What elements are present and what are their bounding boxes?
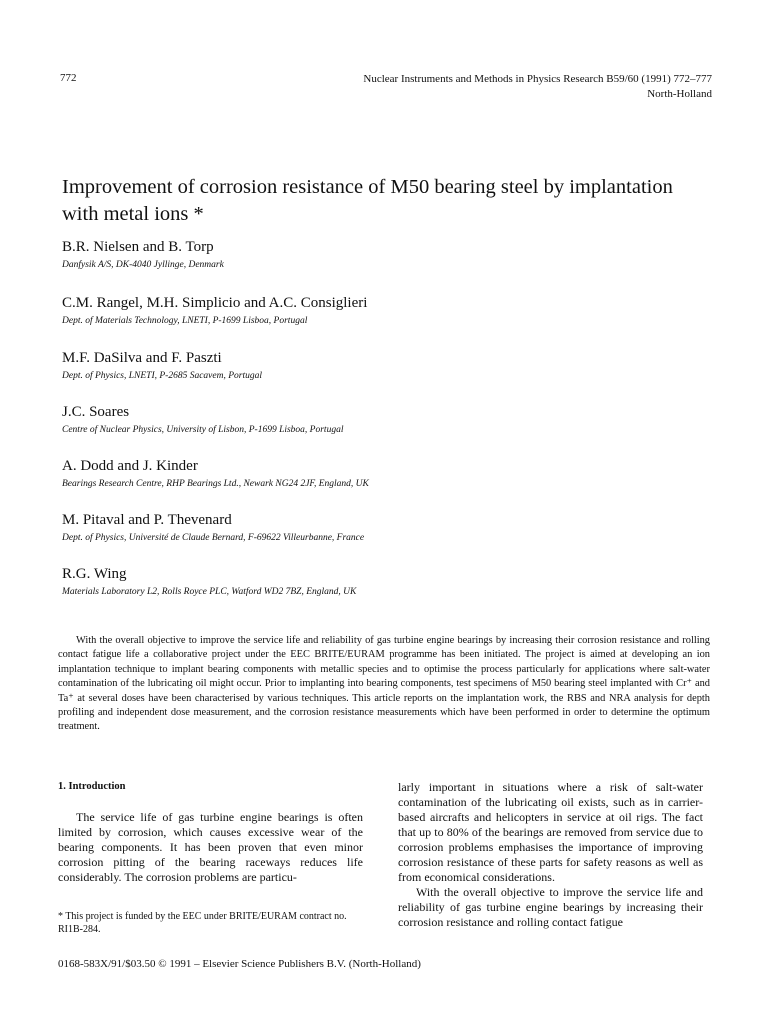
author-names: M. Pitaval and P. Thevenard: [62, 512, 232, 528]
article-title: Improvement of corrosion resistance of M50 bearing steel by implantation with metal ions *: [62, 176, 673, 225]
publisher-line: North-Holland: [647, 88, 712, 100]
copyright-line: 0168-583X/91/$03.50 © 1991 – Elsevier Science Publishers B.V. (North-Holland): [58, 958, 421, 970]
body-paragraph: With the overall objective to improve the service life and reliability of gas turbine engine bearings by increasing their corrosion resistance and rolling contact fatigue: [398, 885, 703, 929]
author-group: [62, 238, 742, 272]
author-group: [62, 511, 742, 545]
author-group: [62, 565, 742, 599]
section-heading: 1. Introduction: [58, 781, 126, 792]
author-affiliation: Dept. of Physics, LNETI, P-2685 Sacavem, Portugal: [62, 371, 263, 381]
author-group: [62, 457, 742, 491]
body-paragraph: larly important in situations where a risk of salt-water contamination of the lubricating oil exists, such as in carrier-based aircrafts and helicopters in service at oil rigs. The fact that up to 80% of the bearings are removed from service due to corrosion problems emphasises the importance of improving corrosion resistance of these parts for safety reasons as well as from economical considerations.: [398, 780, 703, 884]
author-names: M.F. DaSilva and F. Paszti: [62, 350, 222, 366]
footnote: * This project is funded by the EEC under BRITE/EURAM contract no. RI1B-284.: [58, 911, 347, 935]
author-names: J.C. Soares: [62, 404, 130, 420]
journal-citation: [363, 72, 712, 102]
author-affiliation: Dept. of Physics, Université de Claude Bernard, F-69622 Villeurbanne, France: [62, 533, 365, 543]
right-column: [398, 780, 703, 930]
author-names: C.M. Rangel, M.H. Simplicio and A.C. Consiglieri: [62, 295, 368, 311]
body-paragraph: The service life of gas turbine engine bearings is often limited by corrosion, which causes excessive wear of the bearing components. It has been proven that even minor corrosion pitting of the bearing raceways reduces life considerably. The corrosion problems are particu-: [58, 810, 363, 884]
author-names: A. Dodd and J. Kinder: [62, 458, 198, 474]
author-names: R.G. Wing: [62, 566, 127, 582]
author-affiliation: Centre of Nuclear Physics, University of Lisbon, P-1699 Lisboa, Portugal: [62, 425, 344, 435]
page-number: 772: [60, 72, 77, 84]
author-affiliation: Materials Laboratory L2, Rolls Royce PLC, Watford WD2 7BZ, England, UK: [62, 587, 357, 597]
left-column: [58, 780, 363, 885]
author-affiliation: Dept. of Materials Technology, LNETI, P-1699 Lisboa, Portugal: [62, 316, 308, 326]
author-group: [62, 403, 742, 437]
author-names: B.R. Nielsen and B. Torp: [62, 239, 214, 255]
abstract: With the overall objective to improve the service life and reliability of gas turbine engine bearings by increasing their corrosion resistance and rolling contact fatigue life a collaborative project under the EEC BRITE/EURAM programme has been initiated. The project is aimed at developing an ion implantation technique to implant bearing components with metallic species and to optimise the process particularly for applications where salt-water contamination of the lubricating oil might occur. Prior to implanting into bearing components, test specimens of M50 bearing steel implanted with Cr⁺ and Ta⁺ at several doses have been characterised by various techniques. This article reports on the implantation work, the RBS and NRA analysis for depth profiling and independent dose measurement, and the corrosion resistance measurements which have been performed in order to determine the optimum treatment.: [58, 635, 710, 733]
author-affiliation: Bearings Research Centre, RHP Bearings Ltd., Newark NG24 2JF, England, UK: [62, 479, 369, 489]
journal-line: Nuclear Instruments and Methods in Physics Research B59/60 (1991) 772–777: [363, 73, 712, 85]
author-group: [62, 294, 742, 328]
author-affiliation: Danfysik A/S, DK-4040 Jyllinge, Denmark: [62, 260, 224, 270]
author-group: [62, 349, 742, 383]
